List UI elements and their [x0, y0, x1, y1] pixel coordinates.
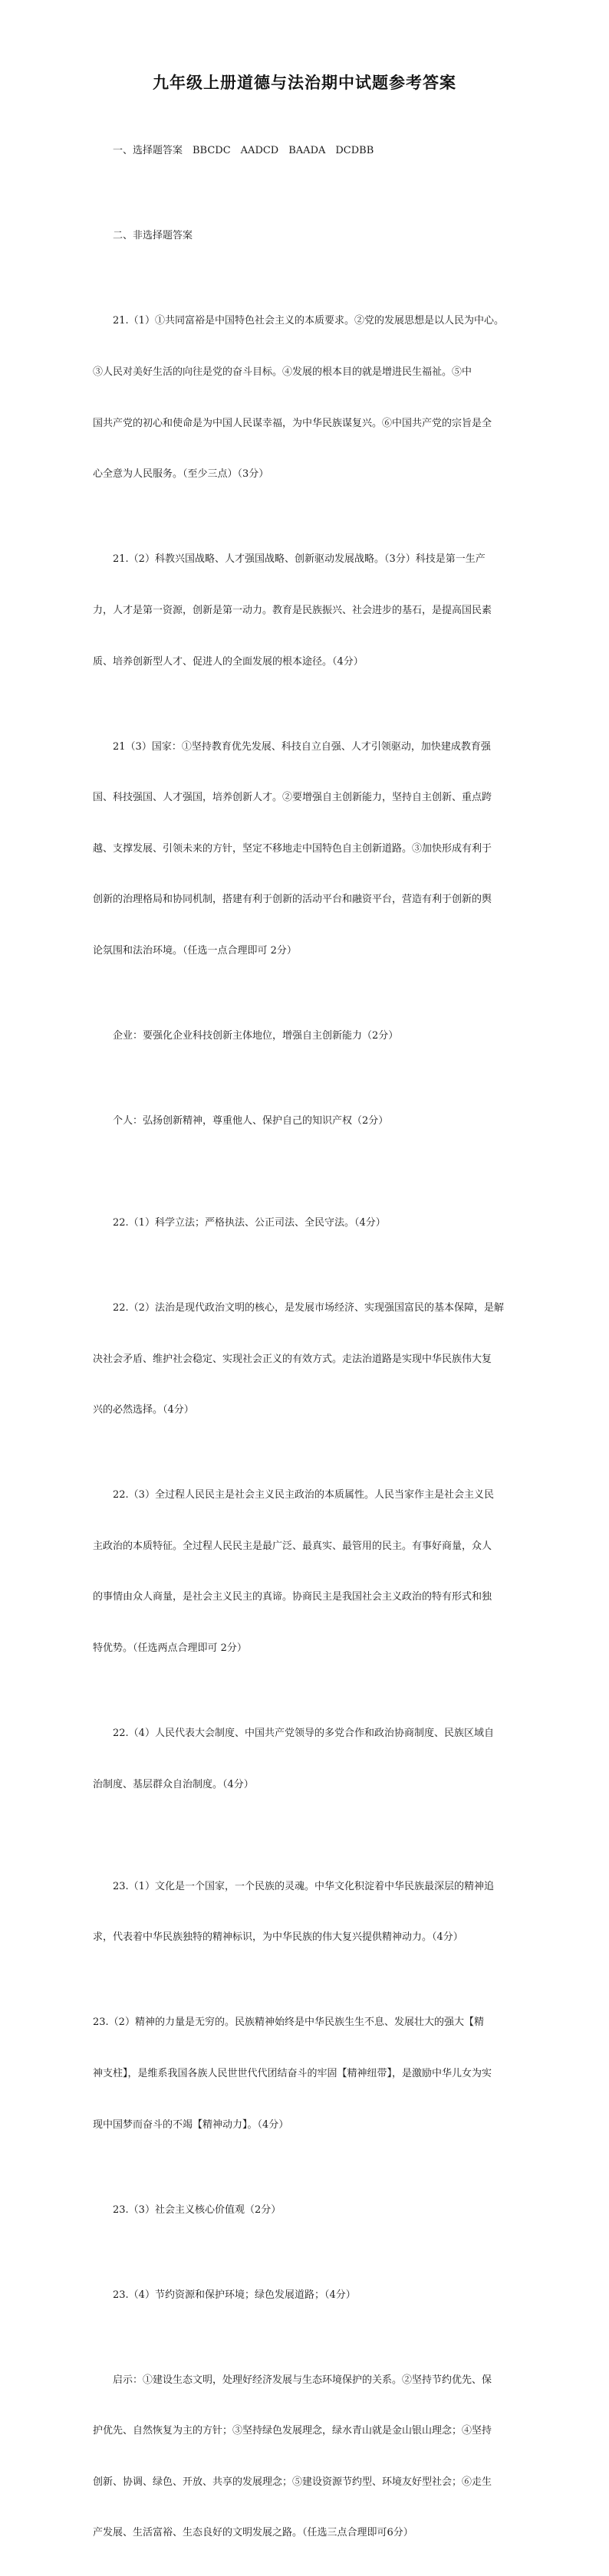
text-line: 治制度、基层群众自治制度。（4分） [93, 1778, 254, 1790]
text-line: 一、选择题答案 BBCDC AADCD BAADA DCDBB [113, 145, 374, 157]
answer-23-4 [93, 2253, 522, 2338]
page-title: 九年级上册道德与法治期中试题参考答案 [153, 74, 456, 92]
text-line: 心全意为人民服务。（至少三点）（3分） [93, 468, 269, 481]
answer-22-3 [93, 1453, 522, 1692]
answer-21-3-enterprise [93, 994, 522, 1079]
text-line: 决社会矛盾、维护社会稳定、实现社会正义的有效方式。走法治道路是实现中华民族伟大复 [93, 1353, 492, 1365]
text-line: 国共产党的初心和使命是为中国人民谋幸福，为中华民族谋复兴。⑥中国共产党的宗旨是全 [93, 417, 492, 429]
text-line: 现中国梦而奋斗的不竭【精神动力】。（4分） [93, 2118, 289, 2131]
text-line: 质、培养创新型人才、促进人的全面发展的根本途径。（4分） [93, 655, 364, 668]
text-line: 求，代表着中华民族独特的精神标识，为中华民族的伟大复兴提供精神动力。（4分） [93, 1931, 463, 1944]
answer-23-2 [93, 1980, 522, 2167]
text-line: 启示：①建设生态文明，处理好经济发展与生态环境保护的关系。②坚持节约优先、保 [113, 2374, 492, 2386]
text-line: 22.（4）人民代表大会制度、中国共产党领导的多党合作和政治协商制度、民族区域自 [113, 1728, 494, 1740]
text-line: 23.（4）节约资源和保护环境；绿色发展道路；（4分） [113, 2289, 356, 2301]
text-line: 22.（1）科学立法；严格执法、公正司法、全民守法。（4分） [113, 1217, 386, 1229]
answer-22-2 [93, 1266, 522, 1453]
text-line: 22.（3）全过程人民民主是社会主义民主政治的本质属性。人民当家作主是社会主义民 [113, 1489, 494, 1501]
text-line: 护优先、自然恢复为主的方针；③坚持绿色发展理念，绿水青山就是金山银山理念；④坚持 [93, 2425, 492, 2437]
text-line: 论氛围和法治环境。（任选一点合理即可 2分） [93, 944, 297, 957]
text-line: 个人：弘扬创新精神，尊重他人、保护自己的知识产权（2分） [113, 1114, 389, 1127]
text-line: 力，人才是第一资源，创新是第一动力。教育是民族振兴、社会进步的基石，是提高国民素 [93, 604, 492, 616]
text-line: 企业：要强化企业科技创新主体地位，增强自主创新能力（2分） [113, 1029, 399, 1042]
text-line: 国、科技强国、人才强国，培养创新人才。②要增强自主创新能力，坚持自主创新、重点跨 [93, 792, 492, 804]
text-line: 21.（1）①共同富裕是中国特色社会主义的本质要求。②党的发展思想是以人民为中心。 [113, 315, 504, 327]
text-line: 21.（2）科教兴国战略、人才强国战略、创新驱动发展战略。（3分）科技是第一生产 [113, 553, 486, 566]
text-line: 产发展、生活富裕、生态良好的文明发展之路。（任选三点合理即可6分） [93, 2527, 413, 2539]
text-line: 23.（3）社会主义核心价值观（2分） [113, 2204, 281, 2216]
answer-23-1 [93, 1844, 522, 1980]
text-line: 神支柱】，是维系我国各族人民世世代代团结奋斗的牢固【精神纽带】，是激励中华儿女为实 [93, 2067, 492, 2079]
answer-22-1 [93, 1181, 522, 1266]
text-line: 创新、协调、绿色、开放、共享的发展理念；⑤建设资源节约型、环境友好型社会；⑥走生 [93, 2476, 492, 2488]
section-spacer [93, 1827, 522, 1844]
text-line: 特优势。（任选两点合理即可 2分） [93, 1642, 247, 1655]
answer-content [93, 109, 522, 2576]
answer-21-1 [93, 279, 522, 517]
text-line: 23.（2）精神的力量是无穷的。民族精神始终是中华民族生生不息、发展壮大的强大【精 [93, 2016, 484, 2029]
section-spacer [93, 1164, 522, 1181]
text-line: 越、支撑发展、引领未来的方针，坚定不移地走中国特色自主创新道路。③加快形成有利于 [93, 842, 492, 855]
answer-21-3 [93, 704, 522, 993]
choice-answers [93, 109, 522, 194]
text-line: 23.（1）文化是一个国家，一个民族的灵魂。中华文化积淀着中华民族最深层的精神追 [113, 1880, 494, 1892]
answer-23-4-insight [93, 2338, 522, 2576]
answer-21-3-individual [93, 1079, 522, 1164]
answer-21-2 [93, 517, 522, 704]
text-line: 创新的治理格局和协同机制，搭建有利于创新的活动平台和融资平台，营造有利于创新的舆 [93, 894, 492, 906]
answer-23-3 [93, 2167, 522, 2253]
text-line: 二、非选择题答案 [113, 230, 193, 242]
answer-22-4 [93, 1692, 522, 1828]
non-choice-heading [93, 194, 522, 279]
text-line: 21（3）国家：①坚持教育优先发展、科技自立自强、人才引领驱动，加快建成教育强 [113, 740, 491, 753]
text-line: 主政治的本质特征。全过程人民民主是最广泛、最真实、最管用的民主。有事好商量，众人 [93, 1540, 492, 1552]
text-line: 兴的必然选择。（4分） [93, 1404, 194, 1416]
text-line: 的事情由众人商量，是社会主义民主的真谛。协商民主是我国社会主义政治的特有形式和独 [93, 1591, 492, 1603]
text-line: ③人民对美好生活的向往是党的奋斗目标。④发展的根本目的就是增进民生福祉。⑤中 [93, 366, 472, 379]
text-line: 22.（2）法治是现代政治文明的核心，是发展市场经济、实现强国富民的基本保障，是解 [113, 1302, 504, 1314]
